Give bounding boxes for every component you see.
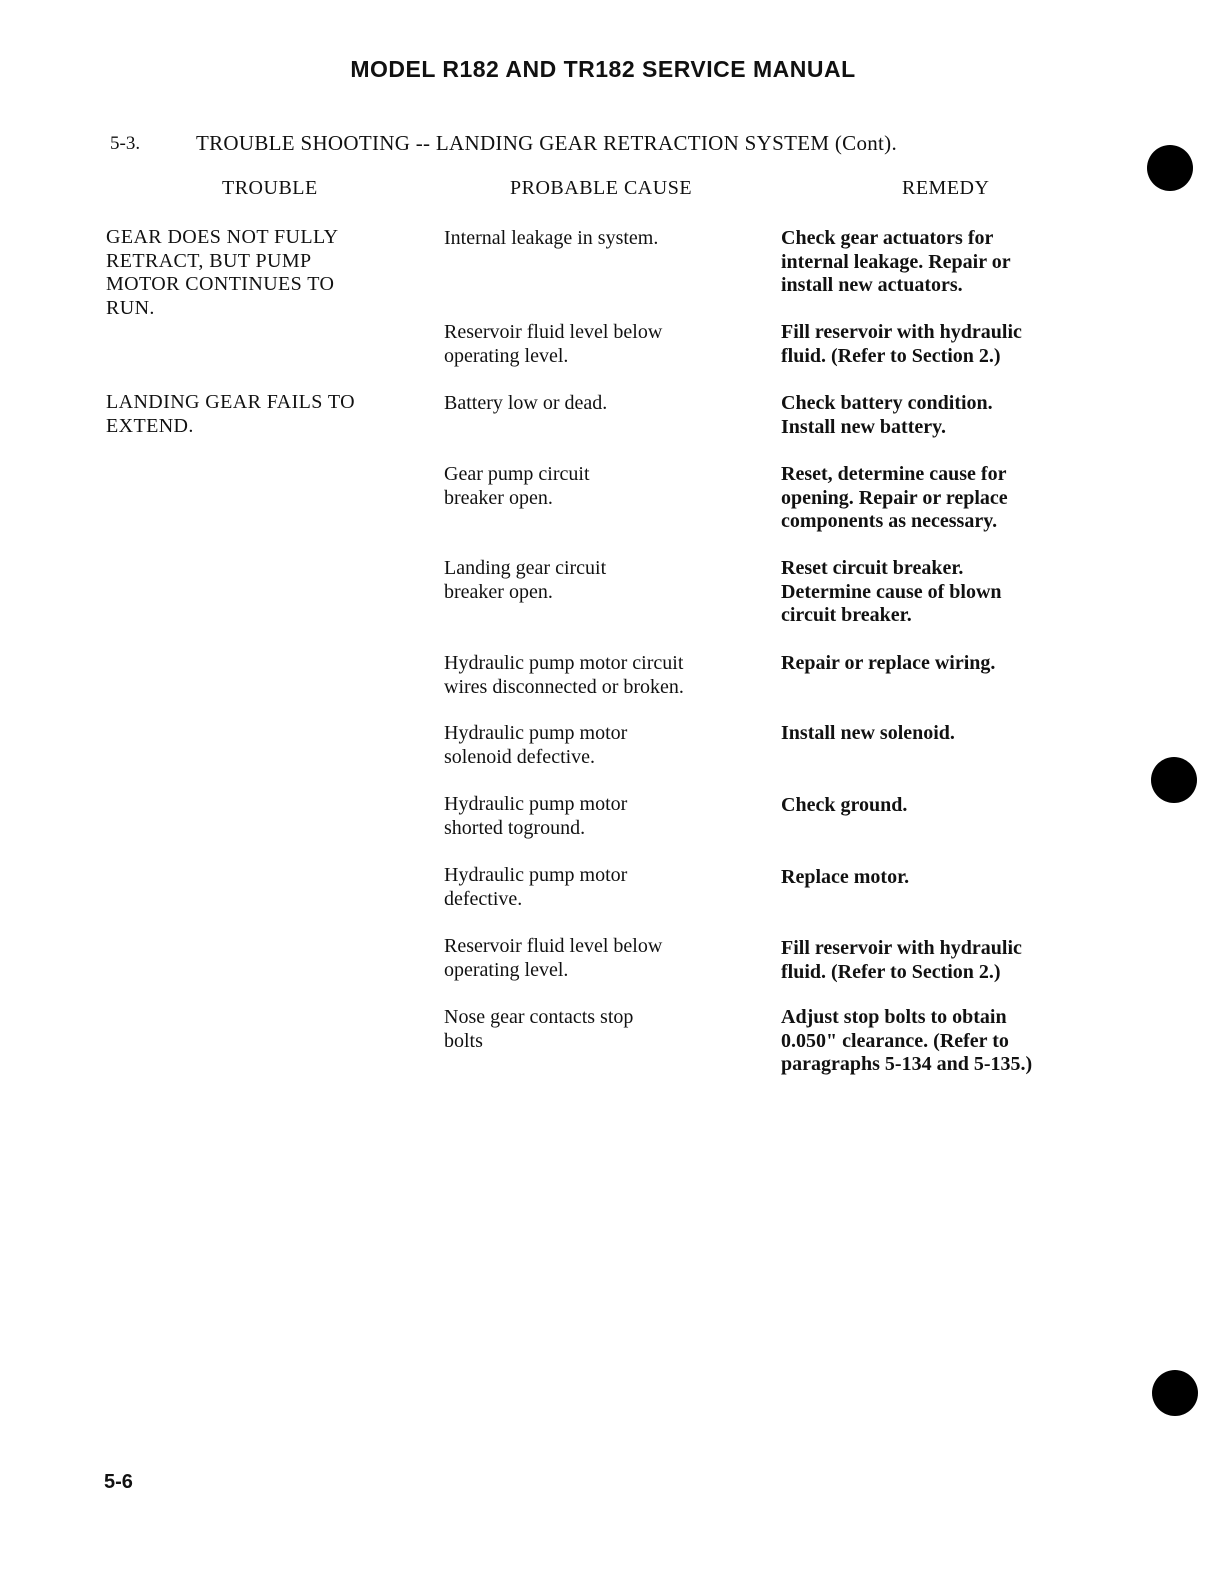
remedy-entry: Check ground. (781, 794, 908, 816)
cause-entry: Gear pump circuit breaker open. (444, 463, 590, 509)
binder-hole (1152, 1370, 1198, 1416)
remedy-entry: Check battery condition. Install new battery. (781, 392, 993, 438)
trouble-entry: LANDING GEAR FAILS TO EXTEND. (106, 391, 355, 437)
remedy-entry: Install new solenoid. (781, 722, 955, 744)
cause-entry: Nose gear contacts stop bolts (444, 1006, 634, 1052)
trouble-entry: GEAR DOES NOT FULLY RETRACT, BUT PUMP MOTOR CONTINUES TO RUN. (106, 226, 339, 319)
remedy-entry: Reset, determine cause for opening. Repair or replace components as necessary. (781, 463, 1008, 532)
cause-entry: Internal leakage in system. (444, 227, 659, 249)
remedy-entry: Fill reservoir with hydraulic fluid. (Refer to Section 2.) (781, 321, 1022, 367)
cause-entry: Hydraulic pump motor circuit wires disconnected or broken. (444, 652, 684, 698)
cause-entry: Landing gear circuit breaker open. (444, 557, 607, 603)
section-number: 5-3. (110, 133, 141, 154)
cause-entry: Hydraulic pump motor shorted toground. (444, 793, 628, 839)
binder-hole (1147, 145, 1193, 191)
trouble-column-header: TROUBLE (222, 177, 318, 199)
remedy-entry: Adjust stop bolts to obtain 0.050" clearance. (Refer to paragraphs 5-134 and 5-135.) (781, 1006, 1033, 1075)
cause-column-header: PROBABLE CAUSE (510, 177, 693, 199)
cause-entry: Reservoir fluid level below operating level. (444, 321, 663, 367)
cause-entry: Battery low or dead. (444, 392, 608, 414)
cause-entry: Hydraulic pump motor solenoid defective. (444, 722, 628, 768)
remedy-entry: Check gear actuators for internal leakage. Repair or install new actuators. (781, 227, 1011, 296)
section-title: TROUBLE SHOOTING -- LANDING GEAR RETRACTION SYSTEM (Cont). (196, 131, 898, 155)
remedy-entry: Repair or replace wiring. (781, 652, 996, 674)
page-number: 5-6 (104, 1471, 133, 1493)
remedy-entry: Fill reservoir with hydraulic fluid. (Refer to Section 2.) (781, 937, 1022, 983)
remedy-column-header: REMEDY (902, 177, 990, 199)
remedy-entry: Reset circuit breaker. Determine cause of blown circuit breaker. (781, 557, 1002, 626)
cause-entry: Hydraulic pump motor defective. (444, 864, 628, 910)
binder-hole (1151, 757, 1197, 803)
cause-entry: Reservoir fluid level below operating level. (444, 935, 663, 981)
manual-title: MODEL R182 AND TR182 SERVICE MANUAL (350, 56, 856, 82)
remedy-entry: Replace motor. (781, 866, 910, 888)
